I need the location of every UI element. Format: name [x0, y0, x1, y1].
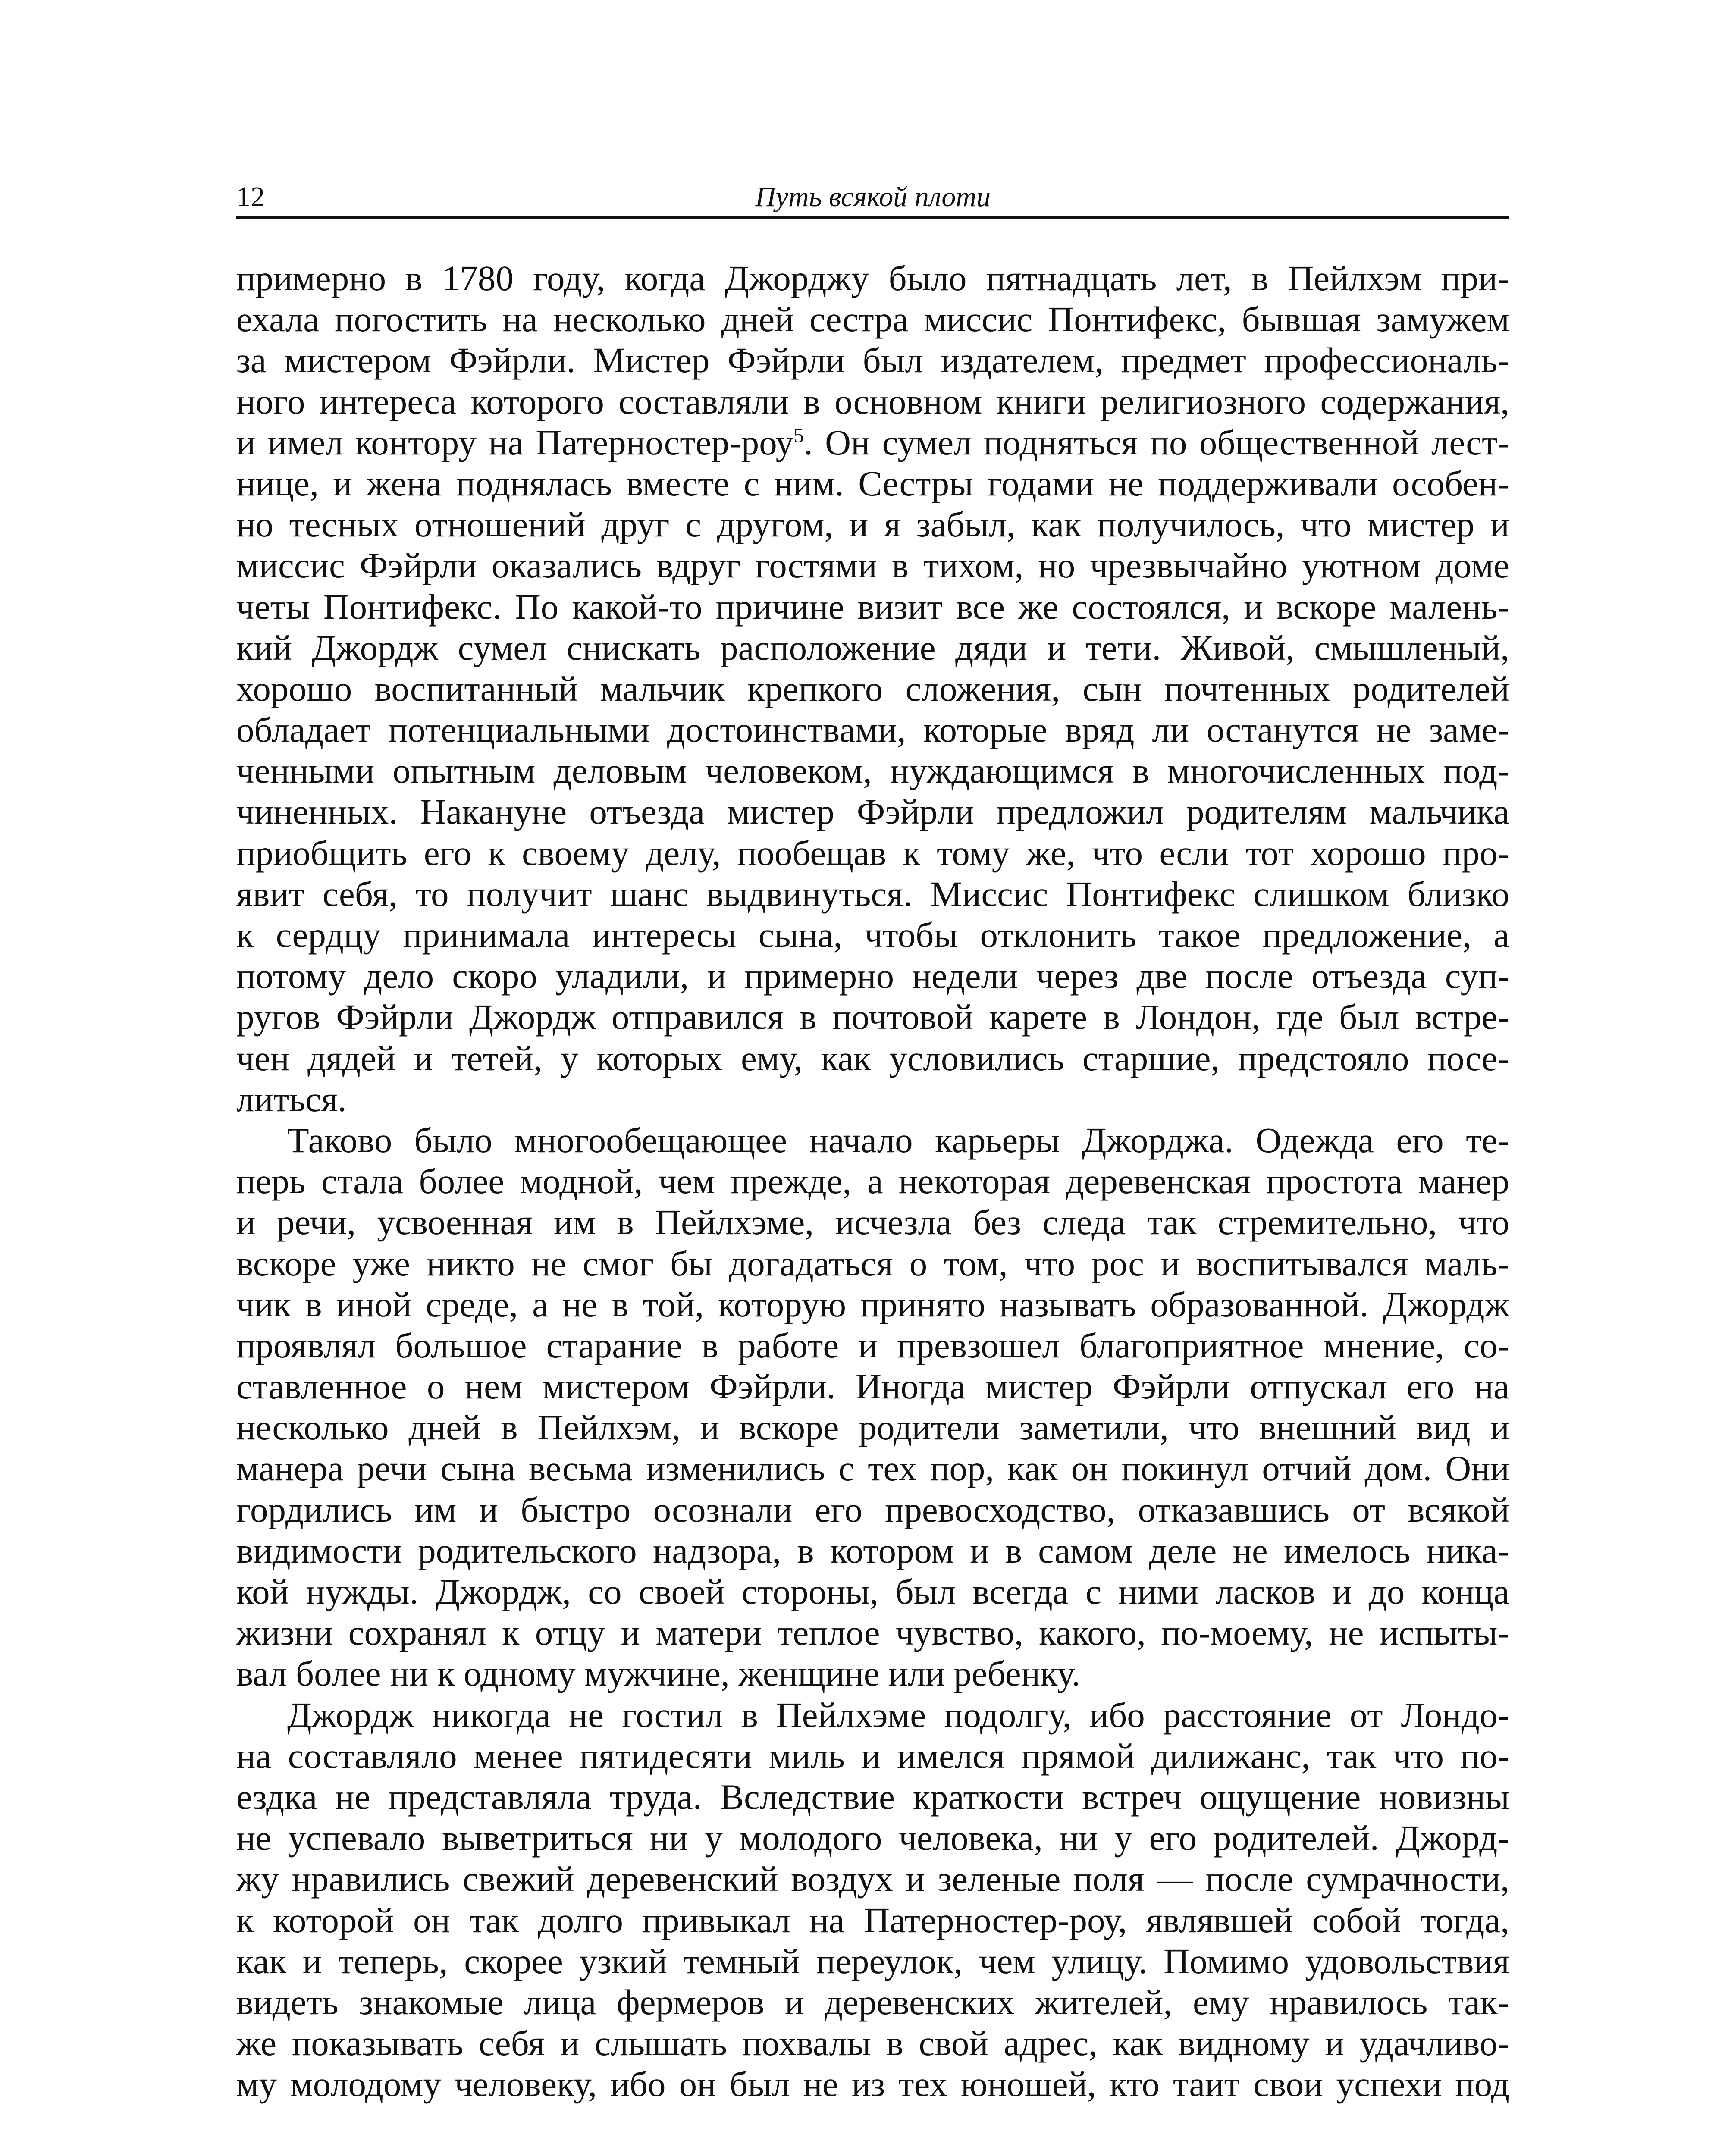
- text-line: вал более ни к одному мужчине, женщине или ребенку.: [236, 1654, 1081, 1694]
- page-number: 12: [236, 181, 265, 213]
- text-line: не успевало выветриться ни у молодого человека, ни у его родителей. Джорд-: [236, 1818, 1509, 1858]
- text-line: чиненных. Накануне отъезда мистер Фэйрли предложил родителям мальчика: [236, 792, 1509, 832]
- text-line: к сердцу принимала интересы сына, чтобы отклонить такое предложение, а: [236, 915, 1509, 955]
- text-line: потому дело скоро уладили, и примерно недели через две после отъезда суп-: [236, 956, 1509, 996]
- text-line: Джордж никогда не гостил в Пейлхэме подолгу, ибо расстояние от Лондо-: [287, 1695, 1509, 1735]
- text-line: ченными опытным деловым человеком, нуждающимся в многочисленных под-: [236, 751, 1509, 791]
- text-line: жу нравились свежий деревенский воздух и зеленые поля — после сумрачности,: [236, 1859, 1509, 1899]
- text-segment: и имел контору на Патерностер-роу: [236, 422, 794, 462]
- paragraph: [236, 258, 1509, 1120]
- text-line: ехала погостить на несколько дней сестра миссис Понтифекс, бывшая замужем: [236, 299, 1509, 339]
- footnote-mark[interactable]: 5: [794, 424, 804, 447]
- text-line: хорошо воспитанный мальчик крепкого сложения, сын почтенных родителей: [236, 668, 1509, 708]
- text-line: чик в иной среде, а не в той, которую принято называть образованной. Джордж: [236, 1284, 1509, 1324]
- text-line: примерно в 1780 году, когда Джорджу было пятнадцать лет, в Пейлхэм при-: [236, 258, 1509, 298]
- text-line: к которой он так долго привыкал на Патерностер-роу, являвшей собой тогда,: [236, 1900, 1509, 1940]
- text-line: вскоре уже никто не смог бы догадаться о том, что рос и воспитывался маль-: [236, 1243, 1509, 1283]
- text-segment: . Он сумел подняться по общественной лест-: [804, 422, 1509, 462]
- text-line: гордились им и быстро осознали его превосходство, отказавшись от всякой: [236, 1489, 1509, 1529]
- text-line-with-footnote: [236, 422, 1509, 463]
- paragraph: [236, 1120, 1509, 1695]
- text-line: проявлял большое старание в работе и превзошел благоприятное мнение, со-: [236, 1325, 1509, 1365]
- text-line: несколько дней в Пейлхэм, и вскоре родители заметили, что внешний вид и: [236, 1407, 1509, 1448]
- text-line: кий Джордж сумел снискать расположение дяди и тети. Живой, смышленый,: [236, 627, 1509, 667]
- text-line: манера речи сына весьма изменились с тех пор, как он покинул отчий дом. Они: [236, 1448, 1509, 1489]
- text-line: и речи, усвоенная им в Пейлхэме, исчезла без следа так стремительно, что: [236, 1202, 1509, 1242]
- text-line: четы Понтифекс. По какой-то причине визит все же состоялся, и вскоре малень-: [236, 586, 1509, 627]
- running-title: Путь всякой плоти: [755, 181, 991, 213]
- text-line: ставленное о нем мистером Фэйрли. Иногда мистер Фэйрли отпускал его на: [236, 1366, 1509, 1407]
- text-line: приобщить его к своему делу, пообещав к тому же, что если тот хорошо про-: [236, 833, 1509, 873]
- text-line: явит себя, то получит шанс выдвинуться. Миссис Понтифекс слишком близко: [236, 874, 1509, 914]
- text-line: му молодому человеку, ибо он был не из тех юношей, кто таит свои успехи под: [236, 2064, 1509, 2104]
- text-line: кой нужды. Джордж, со своей стороны, был всегда с ними ласков и до конца: [236, 1572, 1509, 1611]
- text-line: ного интереса которого составляли в основном книги религиозного содержания,: [236, 381, 1509, 421]
- text-line: ездка не представляла труда. Вследствие краткости встреч ощущение новизны: [236, 1777, 1509, 1817]
- text-line: миссис Фэйрли оказались вдруг гостями в тихом, но чрезвычайно уютном доме: [236, 545, 1509, 586]
- text-line: но тесных отношений друг с другом, и я забыл, как получилось, что мистер и: [236, 505, 1509, 545]
- text-line: на составляло менее пятидесяти миль и имелся прямой дилижанс, так что по-: [236, 1736, 1509, 1776]
- text-line: литься.: [236, 1079, 347, 1119]
- body-text: [236, 258, 1509, 2105]
- text-line: нице, и жена поднялась вместе с ним. Сестры годами не поддерживали особен-: [236, 463, 1509, 503]
- text-line: ругов Фэйрли Джордж отправился в почтовой карете в Лондон, где был встре-: [236, 997, 1509, 1037]
- text-line: жизни сохранял к отцу и матери теплое чувство, какого, по-моему, не испыты-: [236, 1613, 1509, 1653]
- text-line: обладает потенциальными достоинствами, которые вряд ли останутся не заме-: [236, 710, 1509, 750]
- text-line: видимости родительского надзора, в котором и в самом деле не имелось ника-: [236, 1530, 1509, 1570]
- text-line: чен дядей и тетей, у которых ему, как условились старшие, предстояло посе-: [236, 1038, 1509, 1078]
- text-line: за мистером Фэйрли. Мистер Фэйрли был издателем, предмет профессиональ-: [236, 340, 1509, 380]
- text-line: перь стала более модной, чем прежде, а некоторая деревенская простота манер: [236, 1161, 1509, 1201]
- text-line: Таково было многообещающее начало карьеры Джорджа. Одежда его те-: [287, 1120, 1509, 1160]
- running-head: [236, 169, 1509, 219]
- text-line: как и теперь, скорее узкий темный переулок, чем улицу. Помимо удовольствия: [236, 1941, 1509, 1981]
- text-line: же показывать себя и слышать похвалы в свой адрес, как видному и удачливо-: [236, 2023, 1509, 2063]
- paragraph: [236, 1695, 1509, 2105]
- text-line: видеть знакомые лица фермеров и деревенских жителей, ему нравилось так-: [236, 1982, 1509, 2022]
